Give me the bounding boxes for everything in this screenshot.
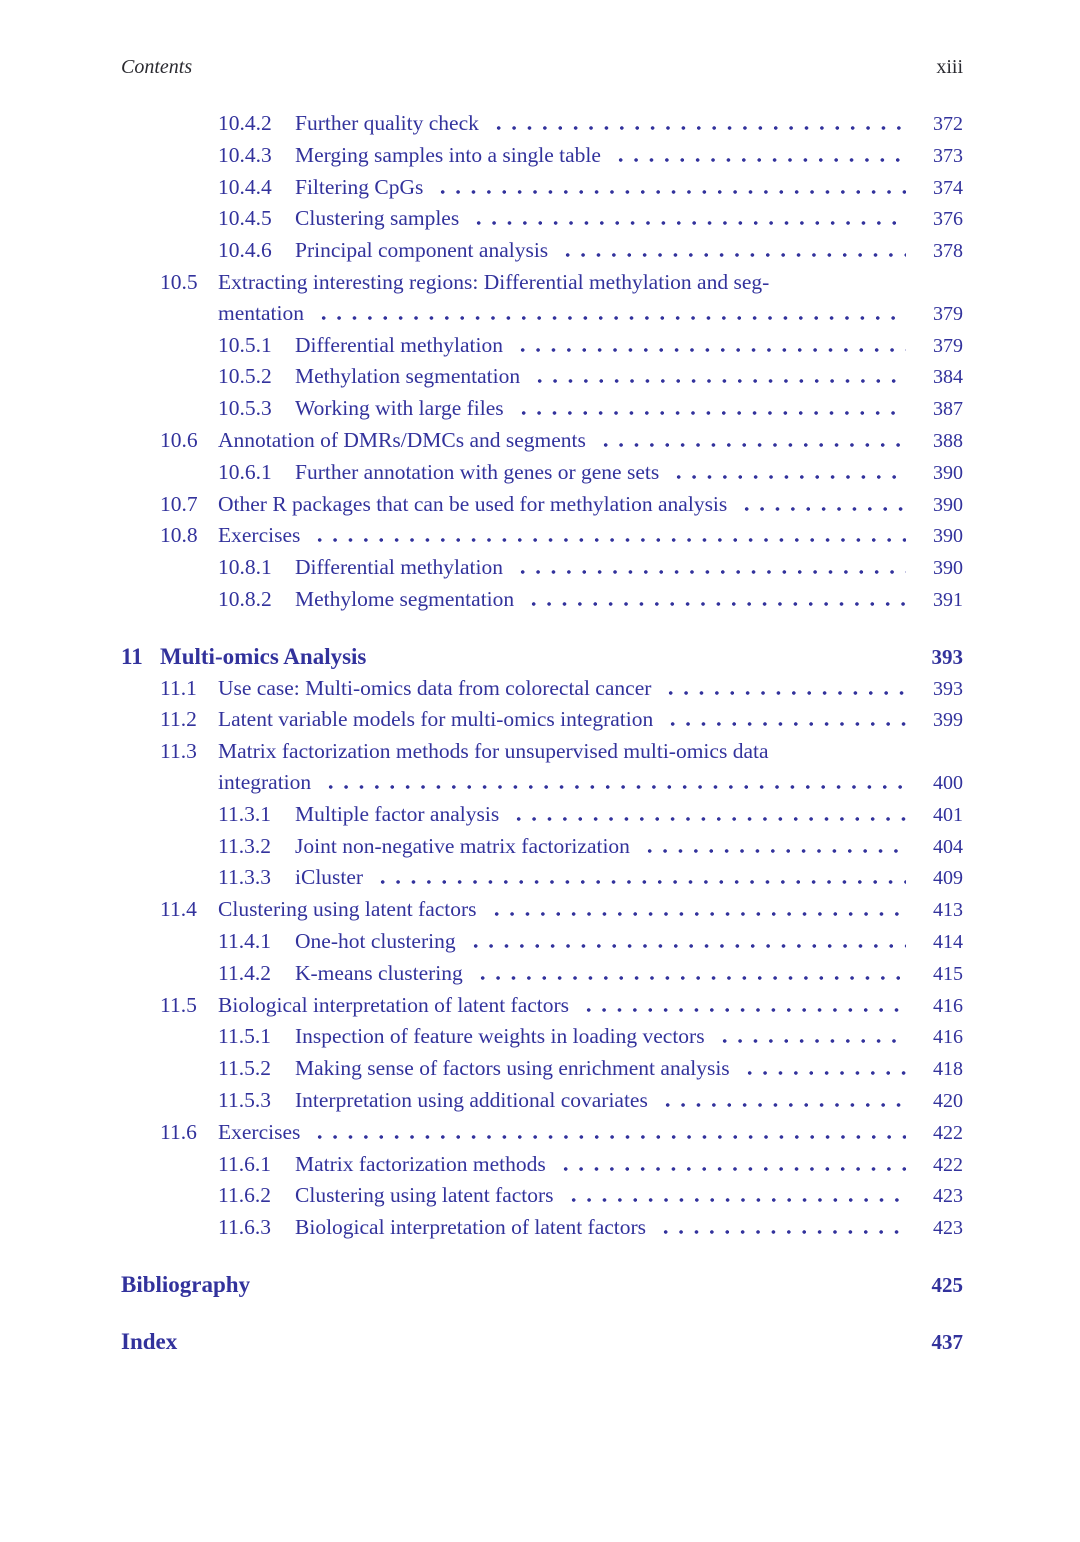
entry-title: One-hot clustering xyxy=(295,928,456,953)
entry-number: 10.8 xyxy=(160,523,198,548)
entry-page: 373 xyxy=(933,144,963,167)
dot-leader xyxy=(742,1071,906,1075)
toc-entry-11-5[interactable] xyxy=(121,990,963,1022)
dot-leader xyxy=(489,912,906,916)
entry-page: 390 xyxy=(933,557,963,580)
toc-entry-10-4-2[interactable] xyxy=(121,108,963,140)
dot-leader xyxy=(471,221,906,225)
dot-leader xyxy=(566,1198,906,1202)
toc-entry-11-5-3[interactable] xyxy=(121,1085,963,1117)
entry-page: 393 xyxy=(931,644,963,669)
entry-number: 10.7 xyxy=(160,491,198,516)
dot-leader xyxy=(511,817,906,821)
entry-page: 423 xyxy=(933,1217,963,1240)
entry-title: Matrix factorization methods xyxy=(295,1151,546,1176)
entry-page: 420 xyxy=(933,1089,963,1112)
toc-list xyxy=(121,108,963,1244)
toc-entry-11-5-1[interactable] xyxy=(121,1021,963,1053)
entry-title: Bibliography xyxy=(121,1271,251,1297)
dot-leader xyxy=(435,190,906,194)
entry-page: 404 xyxy=(933,835,963,858)
entry-number: 11.4 xyxy=(160,897,197,922)
entry-number: 11.4.2 xyxy=(218,960,271,985)
dot-leader xyxy=(526,602,906,606)
entry-page: 393 xyxy=(933,677,963,700)
entry-page: 390 xyxy=(933,525,963,548)
entry-page: 422 xyxy=(933,1153,963,1176)
dot-leader xyxy=(613,158,906,162)
toc-entry-10-4-6[interactable] xyxy=(121,235,963,267)
toc-entry-10-6-1[interactable] xyxy=(121,457,963,489)
toc-entry-10-4-4[interactable] xyxy=(121,172,963,204)
entry-title: Interpretation using additional covariates xyxy=(295,1087,648,1112)
page-header xyxy=(121,56,963,79)
entry-number: 10.8.1 xyxy=(218,555,272,580)
dot-leader xyxy=(665,722,906,726)
entry-page: 378 xyxy=(933,240,963,263)
entry-number: 11.6 xyxy=(160,1119,197,1144)
dot-leader xyxy=(316,316,906,320)
toc-entry-10-5-continuation[interactable] xyxy=(121,298,963,330)
toc-entry-11-4-2[interactable] xyxy=(121,958,963,990)
dot-leader xyxy=(581,1008,906,1012)
entry-title: Clustering using latent factors xyxy=(295,1183,554,1208)
entry-page: 384 xyxy=(933,366,963,389)
entry-title: Working with large files xyxy=(295,396,504,421)
dot-leader xyxy=(663,691,906,695)
entry-title: Matrix factorization methods for unsupervised multi-omics data xyxy=(218,739,769,764)
entry-title: Making sense of factors using enrichment analysis xyxy=(295,1056,730,1081)
entry-title-continued: integration xyxy=(218,769,312,794)
entry-title: Further annotation with genes or gene sets xyxy=(295,459,660,484)
entry-page: 414 xyxy=(933,930,963,953)
entry-number: 11.3.1 xyxy=(218,801,271,826)
folio-page-number: xiii xyxy=(936,56,963,78)
entry-page: 391 xyxy=(933,588,963,611)
entry-page: 390 xyxy=(933,493,963,516)
entry-number: 10.4.6 xyxy=(218,238,272,263)
entry-title: Differential methylation xyxy=(295,332,503,357)
toc-entry-11-4-1[interactable] xyxy=(121,926,963,958)
entry-title-continued: mentation xyxy=(218,300,304,325)
backmatter-entry-index[interactable] xyxy=(121,1327,963,1358)
entry-title: Clustering samples xyxy=(295,206,460,231)
entry-number: 11.5.3 xyxy=(218,1087,271,1112)
entry-number: 10.4.3 xyxy=(218,142,272,167)
entry-page: 415 xyxy=(933,962,963,985)
dot-leader xyxy=(739,507,906,511)
toc-entry-10-8[interactable] xyxy=(121,520,963,552)
entry-title: Joint non-negative matrix factorization xyxy=(295,833,630,858)
entry-number: 10.6 xyxy=(160,427,198,452)
dot-leader xyxy=(375,880,906,884)
toc-entry-11-6-2[interactable] xyxy=(121,1180,963,1212)
entry-number: 11.5.2 xyxy=(218,1056,271,1081)
entry-title: Exercises xyxy=(218,523,301,548)
entry-title: Differential methylation xyxy=(295,555,503,580)
toc-entry-11-3-2[interactable] xyxy=(121,831,963,863)
toc-entry-10-5-3[interactable] xyxy=(121,393,963,425)
entry-page: 409 xyxy=(933,867,963,890)
entry-title: Extracting interesting regions: Differential methylation and seg- xyxy=(218,269,770,294)
dot-leader xyxy=(671,475,906,479)
toc-entry-11-1[interactable] xyxy=(121,673,963,705)
toc-entry-11-4[interactable] xyxy=(121,894,963,926)
entry-number: 10.5.2 xyxy=(218,364,272,389)
entry-page: 379 xyxy=(933,302,963,325)
toc-entry-11-6[interactable] xyxy=(121,1117,963,1149)
running-head: Contents xyxy=(121,56,193,78)
toc-entry-11-6-1[interactable] xyxy=(121,1149,963,1181)
entry-page: 425 xyxy=(931,1272,963,1297)
dot-leader xyxy=(515,348,906,352)
dot-leader xyxy=(558,1167,906,1171)
entry-number: 11.3.2 xyxy=(218,833,271,858)
dot-leader xyxy=(658,1230,906,1234)
dot-leader xyxy=(475,976,906,980)
entry-title: iCluster xyxy=(295,865,364,890)
dot-leader xyxy=(312,538,906,542)
entry-page: 376 xyxy=(933,208,963,231)
entry-page: 379 xyxy=(933,334,963,357)
toc-entry-10-8-2[interactable] xyxy=(121,584,963,616)
entry-title: K-means clustering xyxy=(295,960,463,985)
entry-page: 418 xyxy=(933,1058,963,1081)
entry-number: 11.5 xyxy=(160,992,197,1017)
entry-title: Filtering CpGs xyxy=(295,174,424,199)
backmatter-list xyxy=(121,1270,963,1358)
entry-page: 413 xyxy=(933,899,963,922)
entry-title: Principal component analysis xyxy=(295,238,549,263)
entry-number: 10.4.5 xyxy=(218,206,272,231)
entry-title: Exercises xyxy=(218,1119,301,1144)
toc-entry-11-3-continuation[interactable] xyxy=(121,767,963,799)
toc-entry-11-3-1[interactable] xyxy=(121,799,963,831)
entry-page: 390 xyxy=(933,461,963,484)
dot-leader xyxy=(598,443,906,447)
entry-number: 11.6.1 xyxy=(218,1151,271,1176)
entry-title: Index xyxy=(121,1328,178,1354)
entry-page: 388 xyxy=(933,429,963,452)
entry-title: Further quality check xyxy=(295,111,479,135)
toc-entry-10-4-5[interactable] xyxy=(121,203,963,235)
entry-title: Biological interpretation of latent factors xyxy=(218,992,570,1017)
entry-title: Other R packages that can be used for methylation analysis xyxy=(218,491,728,516)
entry-title: Use case: Multi-omics data from colorectal cancer xyxy=(218,675,652,700)
entry-title: Multi-omics Analysis xyxy=(160,643,367,669)
dot-leader xyxy=(312,1135,906,1139)
entry-number: 11.6.3 xyxy=(218,1215,271,1240)
entry-title: Biological interpretation of latent factors xyxy=(295,1215,647,1240)
entry-number: 11.2 xyxy=(160,707,197,732)
toc-entry-11[interactable] xyxy=(121,642,963,673)
entry-page: 372 xyxy=(933,113,963,135)
entry-page: 400 xyxy=(933,771,963,794)
entry-title: Clustering using latent factors xyxy=(218,897,477,922)
toc-entry-11-3-3[interactable] xyxy=(121,862,963,894)
dot-leader xyxy=(560,253,906,257)
toc-entry-10-6[interactable] xyxy=(121,425,963,457)
dot-leader xyxy=(323,785,906,789)
entry-title: Latent variable models for multi-omics integration xyxy=(218,707,654,732)
entry-page: 416 xyxy=(933,994,963,1017)
toc-entry-10-5[interactable] xyxy=(121,267,963,298)
entry-number: 11 xyxy=(121,643,143,669)
entry-number: 10.8.2 xyxy=(218,586,272,611)
dot-leader xyxy=(642,849,906,853)
toc-entry-10-4-3[interactable] xyxy=(121,140,963,172)
entry-title: Multiple factor analysis xyxy=(295,801,500,826)
entry-page: 374 xyxy=(933,176,963,199)
entry-page: 422 xyxy=(933,1121,963,1144)
entry-number: 11.5.1 xyxy=(218,1024,271,1049)
entry-title: Methylome segmentation xyxy=(295,586,515,611)
dot-leader xyxy=(468,944,906,948)
entry-number: 10.4.2 xyxy=(218,111,272,135)
dot-leader xyxy=(532,379,906,383)
entry-title: Methylation segmentation xyxy=(295,364,521,389)
entry-title: Annotation of DMRs/DMCs and segments xyxy=(218,427,586,452)
entry-page: 437 xyxy=(931,1329,963,1354)
entry-page: 416 xyxy=(933,1026,963,1049)
entry-number: 11.6.2 xyxy=(218,1183,271,1208)
entry-title: Inspection of feature weights in loading vectors xyxy=(295,1024,705,1049)
dot-leader xyxy=(515,570,906,574)
entry-number: 10.6.1 xyxy=(218,459,272,484)
entry-number: 10.4.4 xyxy=(218,174,272,199)
toc-entry-11-5-2[interactable] xyxy=(121,1053,963,1085)
dot-leader xyxy=(516,411,906,415)
entry-number: 11.3 xyxy=(160,739,197,764)
entry-number: 10.5.3 xyxy=(218,396,272,421)
entry-number: 10.5.1 xyxy=(218,332,272,357)
entry-number: 11.3.3 xyxy=(218,865,271,890)
entry-page: 387 xyxy=(933,398,963,421)
entry-number: 10.5 xyxy=(160,269,198,294)
dot-leader xyxy=(660,1103,906,1107)
toc-entry-10-7[interactable] xyxy=(121,489,963,521)
entry-page: 423 xyxy=(933,1185,963,1208)
entry-number: 11.1 xyxy=(160,675,197,700)
backmatter-entry-bibliography[interactable] xyxy=(121,1270,963,1301)
entry-number: 11.4.1 xyxy=(218,928,271,953)
entry-page: 401 xyxy=(933,803,963,826)
dot-leader xyxy=(491,126,906,130)
toc-entry-11-2[interactable] xyxy=(121,704,963,736)
toc-entry-11-6-3[interactable] xyxy=(121,1212,963,1244)
dot-leader xyxy=(717,1039,906,1043)
entry-page: 399 xyxy=(933,709,963,732)
entry-title: Merging samples into a single table xyxy=(295,142,601,167)
toc-entry-11-3[interactable] xyxy=(121,736,963,767)
toc-entry-10-5-1[interactable] xyxy=(121,330,963,362)
toc-entry-10-8-1[interactable] xyxy=(121,552,963,584)
toc-entry-10-5-2[interactable] xyxy=(121,361,963,393)
